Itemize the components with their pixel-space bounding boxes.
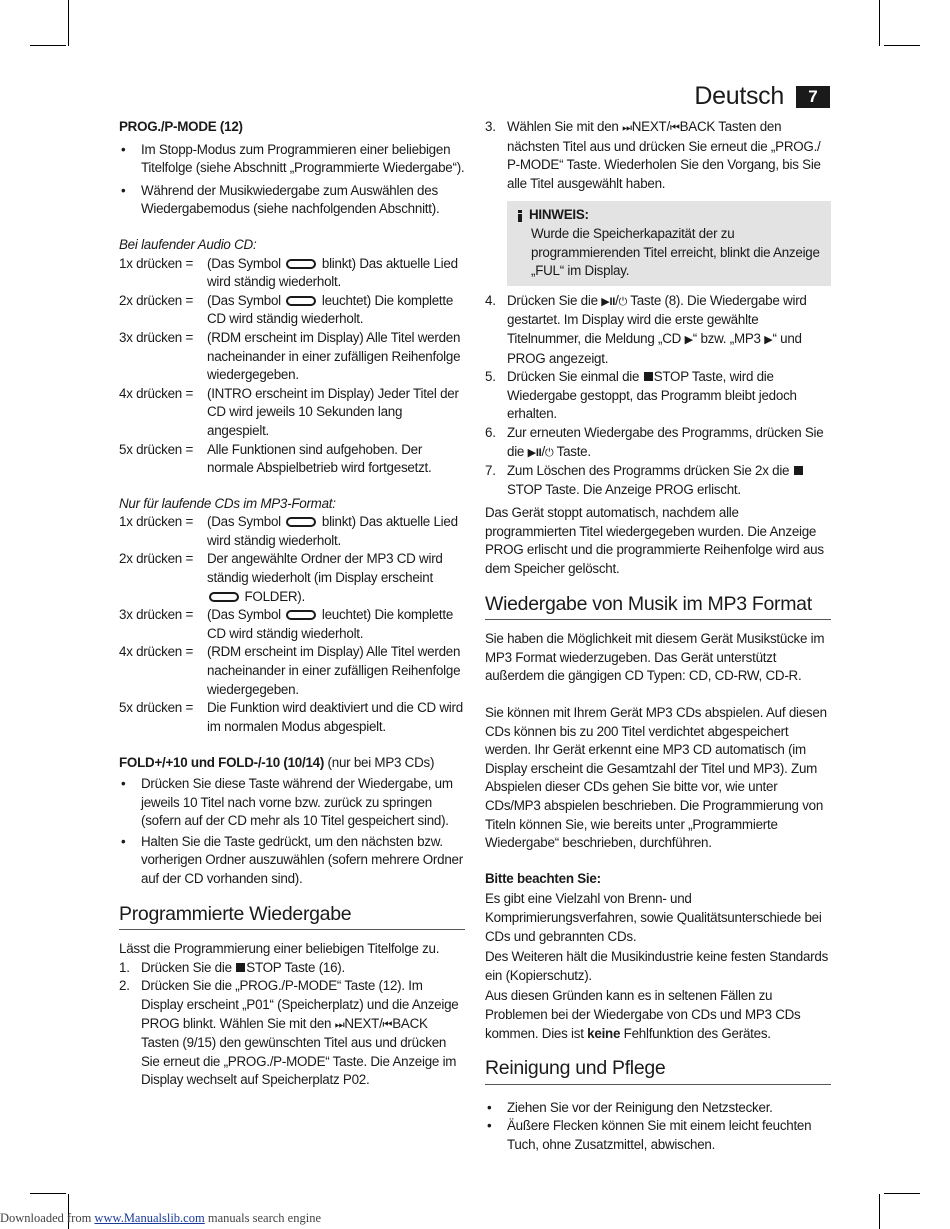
bullet-item: • Äußere Flecken können Sie mit einem leicht feuchten Tuch, ohne Zusatzmittel, abwischen. bbox=[485, 1117, 831, 1154]
paragraph: Aus diesen Gründen kann es in seltenen Fällen zu Problemen bei der Wiedergabe von CDs und MP3 CDs kommen. Dies ist keine Fehlfunktion des Gerätes. bbox=[485, 988, 801, 1041]
stop-icon bbox=[794, 466, 803, 475]
press-key: 4x drücken = bbox=[119, 385, 194, 401]
pw-intro: Lässt die Programmierung einer beliebigen Titelfolge zu. bbox=[119, 941, 440, 957]
crop-mark bbox=[884, 45, 920, 46]
stop-icon bbox=[236, 963, 245, 972]
back-icon: ⏮ bbox=[669, 122, 680, 134]
step-item: 5. Drücken Sie einmal die STOP Taste, wird die Wiedergabe gestoppt, das Programm bleibt jedoch erhalten. bbox=[485, 369, 797, 422]
fold-section-title: FOLD+/+10 und FOLD-/-10 (10/14) bbox=[119, 755, 325, 771]
bullet-item: • Im Stopp-Modus zum Programmieren einer beliebigen Titelfolge (siehe Abschnitt „Programmierte Wiedergabe“). bbox=[119, 141, 465, 178]
repeat-icon bbox=[286, 259, 316, 269]
left-column bbox=[119, 118, 465, 1090]
page-header bbox=[694, 82, 830, 111]
programmed-playback-heading: Programmierte Wiedergabe bbox=[119, 905, 465, 931]
paragraph: Das Gerät stoppt automatisch, nachdem alle programmierten Titel wiedergegeben wurden. Die Anzeige PROG erlischt und die programmierte Reihenfolge wird aus dem Speicher gelöscht. bbox=[485, 505, 824, 577]
emphasis: keine bbox=[587, 1025, 621, 1041]
press-row bbox=[119, 513, 465, 550]
press-row bbox=[119, 292, 465, 329]
press-desc: (Das Symbol blinkt) Das aktuelle Lied wird ständig wiederholt. bbox=[207, 514, 458, 548]
paragraph: Sie haben die Möglichkeit mit diesem Gerät Musikstücke im MP3 Format wiederzugeben. Das Gerät unterstützt außerdem die gängigen CD Typen: CD, CD-RW, CD-R. bbox=[485, 631, 825, 684]
press-row bbox=[119, 550, 465, 606]
press-desc: (Das Symbol leuchtet) Die komplette CD wird ständig wiederholt. bbox=[207, 607, 454, 641]
press-desc: (RDM erscheint im Display) Alle Titel werden nacheinander in einer zufälligen Reihenfolge wiedergegeben. bbox=[207, 329, 461, 383]
press-row bbox=[119, 255, 465, 292]
step-item: 4. Drücken Sie die ▶II/⏻ Taste (8). Die Wiedergabe wird gestartet. Im Display wird die erste gewählte Titelnummer, die Meldung „CD ▶“ bzw. „MP3 ▶“ und PROG angezeigt. bbox=[485, 292, 807, 366]
pause-icon: II bbox=[609, 295, 616, 308]
crop-mark bbox=[30, 1193, 66, 1194]
crop-mark bbox=[884, 1193, 920, 1194]
language-label: Deutsch bbox=[694, 82, 784, 110]
repeat-icon bbox=[209, 592, 239, 602]
fold-note: (nur bei MP3 CDs) bbox=[327, 755, 435, 771]
press-key: 5x drücken = bbox=[119, 441, 194, 457]
download-footer: Downloaded from www.Manualslib.com manuals search engine bbox=[0, 1211, 321, 1225]
crop-mark bbox=[879, 1194, 880, 1229]
step-item: 6. Zur erneuten Wiedergabe des Programms, drücken Sie die ▶II/⏻ Taste. bbox=[485, 424, 824, 459]
press-key: 1x drücken = bbox=[119, 514, 194, 530]
repeat-icon bbox=[286, 610, 316, 620]
next-icon: ⏭ bbox=[334, 1018, 345, 1031]
press-desc: (INTRO erscheint im Display) Jeder Titel der CD wird jeweils 10 Sekunden lang angespielt. bbox=[207, 385, 459, 438]
crop-mark bbox=[68, 0, 69, 46]
press-key: 2x drücken = bbox=[119, 551, 194, 567]
press-key: 2x drücken = bbox=[119, 292, 194, 308]
power-icon: ⏻ bbox=[618, 295, 628, 308]
play-icon: ▶ bbox=[764, 333, 773, 346]
press-key: 1x drücken = bbox=[119, 255, 194, 271]
step-item: 2. Drücken Sie die „PROG./P-MODE“ Taste (12). Im Display erscheint „P01“ (Speicherplatz) und die Anzeige PROG blinkt. Wählen Sie mit den ⏭NEXT/⏮BACK Tasten (9/15) den gewünschten Titel aus und drücken Sie erneut die „PROG./P-MODE“ Taste. Die Anzeige im Display wechselt auf Speicherplatz P02. bbox=[119, 978, 459, 1088]
repeat-icon bbox=[286, 296, 316, 306]
bullet-item: • Während der Musikwiedergabe zum Auswählen des Wiedergabemodus (siehe nachfolgenden Abschnitt). bbox=[119, 182, 465, 219]
press-row bbox=[119, 606, 465, 643]
power-icon: ⏻ bbox=[544, 446, 554, 459]
press-row bbox=[119, 643, 465, 699]
back-icon: ⏮ bbox=[382, 1018, 393, 1031]
play-icon: ▶ bbox=[601, 295, 610, 308]
press-desc: Alle Funktionen sind aufgehoben. Der normale Abspielbetrieb wird fortgesetzt. bbox=[207, 441, 432, 476]
note-text: Wurde die Speicherkapazität der zu programmierenden Titel erreicht, blinkt die Anzeige „FUL“ im Display. bbox=[531, 225, 820, 279]
right-column bbox=[485, 118, 831, 1155]
press-key: 3x drücken = bbox=[119, 329, 194, 345]
play-icon: ▶ bbox=[527, 446, 536, 459]
note-title: HINWEIS: bbox=[529, 207, 589, 223]
next-icon: ⏭ bbox=[622, 122, 632, 134]
press-row bbox=[119, 699, 465, 736]
cleaning-heading: Reinigung und Pflege bbox=[485, 1059, 831, 1085]
audio-cd-heading: Bei laufender Audio CD: bbox=[119, 236, 257, 252]
step-item: 7. Zum Löschen des Programms drücken Sie 2x die STOP Taste. Die Anzeige PROG erlischt. bbox=[485, 462, 831, 499]
fold-title-line bbox=[119, 754, 465, 773]
press-row bbox=[119, 441, 465, 478]
press-key: 5x drücken = bbox=[119, 700, 194, 716]
pause-icon: II bbox=[535, 446, 542, 459]
press-desc: (Das Symbol blinkt) Das aktuelle Lied wird ständig wiederholt. bbox=[207, 255, 458, 290]
press-desc: (RDM erscheint im Display) Alle Titel werden nacheinander in einer zufälligen Reihenfolge wiedergegeben. bbox=[207, 644, 461, 697]
step-item: 3. Wählen Sie mit den ⏭NEXT/⏮BACK Tasten den nächsten Titel aus und drücken Sie erneut die „PROG./ P-MODE“ Taste. Wiederholen Sie den Vorgang, bis Sie alle Titel ausgewählt haben. bbox=[485, 119, 821, 191]
info-icon bbox=[515, 210, 525, 222]
crop-mark bbox=[879, 0, 880, 46]
press-desc: Der angewählte Ordner der MP3 CD wird ständig wiederholt (im Display erscheint FOLDER). bbox=[207, 551, 443, 604]
press-key: 3x drücken = bbox=[119, 607, 194, 623]
step-item: 1. Drücken Sie die STOP Taste (16). bbox=[119, 959, 345, 975]
play-icon: ▶ bbox=[684, 333, 693, 346]
mp3-section-heading: Wiedergabe von Musik im MP3 Format bbox=[485, 595, 831, 621]
bullet-item: • Drücken Sie diese Taste während der Wiedergabe, um jeweils 10 Titel nach vorne bzw. zurück zu springen (sofern auf der CD mehr als 10 Titel gespeichert sind). bbox=[119, 775, 465, 831]
press-desc: Die Funktion wird deaktiviert und die CD wird im normalen Modus abgespielt. bbox=[207, 700, 463, 734]
press-desc: (Das Symbol leuchtet) Die komplette CD wird ständig wiederholt. bbox=[207, 292, 454, 327]
bullet-item: • Halten Sie die Taste gedrückt, um den nächsten bzw. vorherigen Ordner auszuwählen (sofern mehrere Ordner auf der CD vorhanden sind). bbox=[119, 833, 465, 889]
paragraph: Es gibt eine Vielzahl von Brenn- und Komprimierungsverfahren, sowie Qualitätsunterschiede bei CDs und gebrannten CDs. bbox=[485, 891, 822, 944]
prog-section-title: PROG./P-MODE (12) bbox=[119, 119, 243, 134]
page-number: 7 bbox=[796, 86, 830, 108]
press-row bbox=[119, 385, 465, 441]
note-box bbox=[507, 201, 831, 285]
press-key: 4x drücken = bbox=[119, 644, 194, 660]
beachten-title: Bitte beachten Sie: bbox=[485, 870, 601, 886]
bullet-item: • Ziehen Sie vor der Reinigung den Netzstecker. bbox=[485, 1099, 831, 1118]
crop-mark bbox=[30, 45, 66, 46]
stop-icon bbox=[644, 372, 653, 381]
repeat-icon bbox=[286, 517, 316, 527]
paragraph: Sie können mit Ihrem Gerät MP3 CDs abspielen. Auf diesen CDs können bis zu 200 Titel verdichtet abgespeichert werden. Ihr Gerät erkennt eine MP3 CD automatisch (im Display erscheint die Gesamtzahl der Titel und MP3). Zum Abspielen dieser CDs gehen Sie bitte vor, wie unter CDs/MP3 abspielen beschrieben. Die Programmierung von Titeln können Sie, wie bereits unter „Programmierte Wiedergabe“ beschrieben, durchführen. bbox=[485, 705, 827, 851]
manualslib-link[interactable]: www.Manualslib.com bbox=[94, 1211, 205, 1225]
press-row bbox=[119, 329, 465, 385]
paragraph: Des Weiteren hält die Musikindustrie keine festen Standards ein (Kopierschutz). bbox=[485, 949, 829, 983]
mp3-heading: Nur für laufende CDs im MP3-Format: bbox=[119, 495, 336, 511]
